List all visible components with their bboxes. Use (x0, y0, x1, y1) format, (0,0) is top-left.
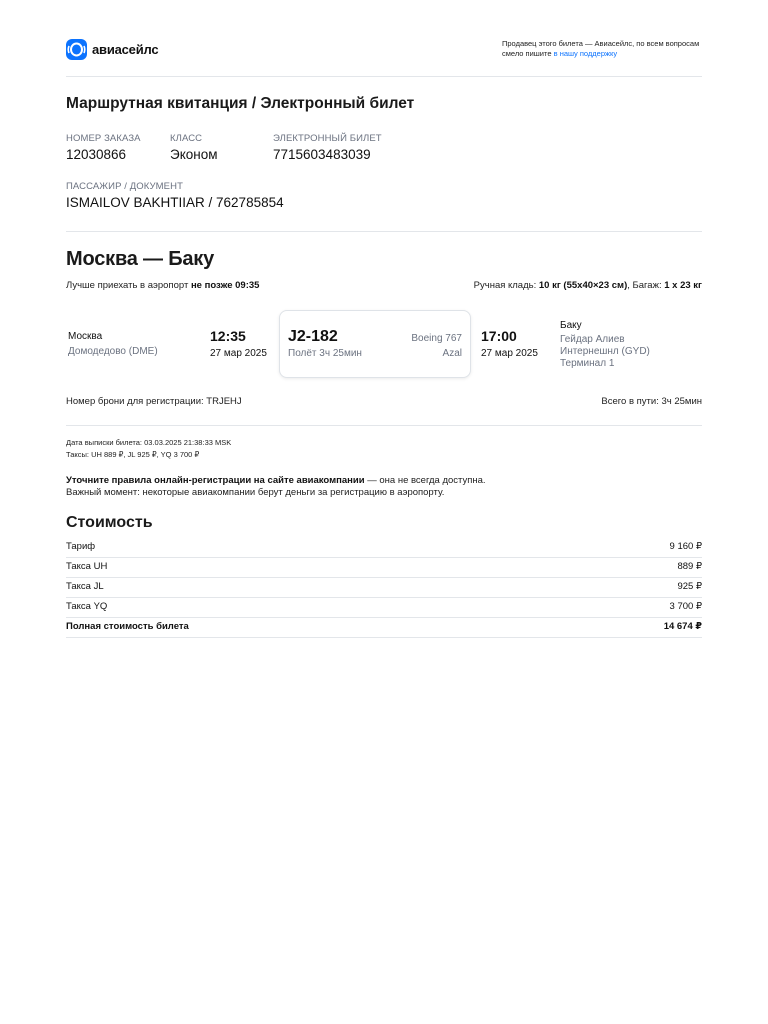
class-field (170, 133, 218, 162)
booking-reference: Номер брони для регистрации: TRJEHJ (66, 396, 242, 407)
cost-row (66, 578, 702, 598)
arrival-advice-time: не позже 09:35 (190, 280, 260, 291)
issue-date: Дата выписки билета: 03.03.2025 21:38:33 MSK (66, 438, 232, 447)
baggage-value: 1 x 23 кг (664, 280, 702, 291)
brand-name: авиасейлс (92, 41, 159, 57)
divider (66, 76, 702, 77)
class-value: Эконом (170, 147, 218, 162)
cost-title: Стоимость (66, 514, 153, 531)
aircraft-type: Boeing 767 (411, 333, 462, 344)
cost-value: 889 ₽ (677, 561, 702, 572)
departure-airport: Домодедово (DME) (68, 346, 158, 357)
taxes-summary: Таксы: UH 889 ₽, JL 925 ₽, YQ 3 700 ₽ (66, 450, 200, 459)
checkin-info-line1 (66, 475, 486, 487)
cost-total-label: Полная стоимость билета (66, 621, 189, 632)
cost-value: 3 700 ₽ (669, 601, 702, 612)
arrival-airport: Гейдар Алиев (560, 334, 625, 345)
cost-total-row (66, 618, 702, 638)
brand-logo[interactable] (66, 38, 158, 60)
departure-date: 27 мар 2025 (210, 348, 267, 359)
checkin-info-rest: — она не всегда доступна. (364, 475, 486, 486)
cost-row (66, 538, 702, 558)
hand-luggage-value: 10 кг (55x40×23 см) (538, 280, 628, 291)
cost-row (66, 598, 702, 618)
cost-label: Такса UH (66, 561, 108, 572)
support-link[interactable]: в нашу поддержку (553, 49, 618, 58)
arrival-time: 17:00 (481, 328, 517, 344)
passenger-value: ISMAILOV BAKHTIIAR / 762785854 (66, 195, 284, 210)
baggage-info (474, 280, 702, 291)
arrival-airport-line2: Интернешнл (GYD) (560, 346, 650, 357)
flight-card (279, 310, 471, 378)
order-number-field (66, 133, 141, 162)
route-title: Москва — Баку (66, 248, 215, 270)
divider (66, 231, 702, 232)
cost-label: Тариф (66, 541, 96, 552)
eticket-value: 7715603483039 (273, 147, 371, 162)
eticket-label: ЭЛЕКТРОННЫЙ БИЛЕТ (273, 133, 382, 144)
aviasales-logo-icon (66, 39, 87, 60)
departure-location (68, 331, 158, 357)
cost-label: Такса JL (66, 581, 104, 592)
cost-value: 9 160 ₽ (669, 541, 702, 552)
airline-name: Azal (442, 348, 462, 359)
arrival-location (560, 320, 650, 370)
flight-number: J2-182 (288, 328, 338, 345)
seller-note (502, 39, 702, 59)
cost-label: Такса YQ (66, 601, 108, 612)
cost-row (66, 558, 702, 578)
divider (66, 425, 702, 426)
baggage-separator: , (627, 280, 630, 291)
arrival-advice-prefix: Лучше приехать в аэропорт (66, 280, 189, 291)
document-title: Маршрутная квитанция / Электронный билет (66, 95, 415, 112)
order-number-label: НОМЕР ЗАКАЗА (66, 133, 141, 144)
eticket-field (273, 133, 382, 162)
arrival-date: 27 мар 2025 (481, 348, 538, 359)
hand-luggage-label: Ручная кладь: (473, 280, 537, 291)
departure-time: 12:35 (210, 328, 246, 344)
arrival-advice (66, 280, 259, 291)
arrival-city: Баку (560, 320, 582, 331)
cost-table (66, 538, 702, 638)
cost-total-value: 14 674 ₽ (663, 621, 702, 632)
checkin-info-bold: Уточните правила онлайн-регистрации на сайте авиакомпании (66, 475, 365, 486)
flight-segment (66, 310, 702, 378)
ticket-notes (66, 437, 231, 461)
header (66, 36, 702, 66)
arrival-time-block (481, 328, 538, 359)
passenger-label: ПАССАЖИР / ДОКУМЕНТ (66, 181, 183, 192)
checkin-info (66, 475, 486, 499)
arrival-terminal: Терминал 1 (560, 358, 615, 369)
departure-city: Москва (68, 331, 103, 342)
total-travel-time: Всего в пути: 3ч 25мин (601, 396, 702, 407)
seller-text: Продавец этого билета — Авиасейлс, по всем вопросам смело пишите (502, 39, 700, 58)
cost-value: 925 ₽ (677, 581, 702, 592)
order-number-value: 12030866 (66, 147, 127, 162)
departure-time-block (210, 328, 267, 359)
baggage-label: Багаж: (632, 280, 662, 291)
flight-duration: Полёт 3ч 25мин (288, 348, 362, 359)
passenger-field (66, 181, 284, 210)
class-label: КЛАСС (170, 133, 203, 144)
checkin-info-line2: Важный момент: некоторые авиакомпании берут деньги за регистрацию в аэропорту. (66, 487, 445, 498)
